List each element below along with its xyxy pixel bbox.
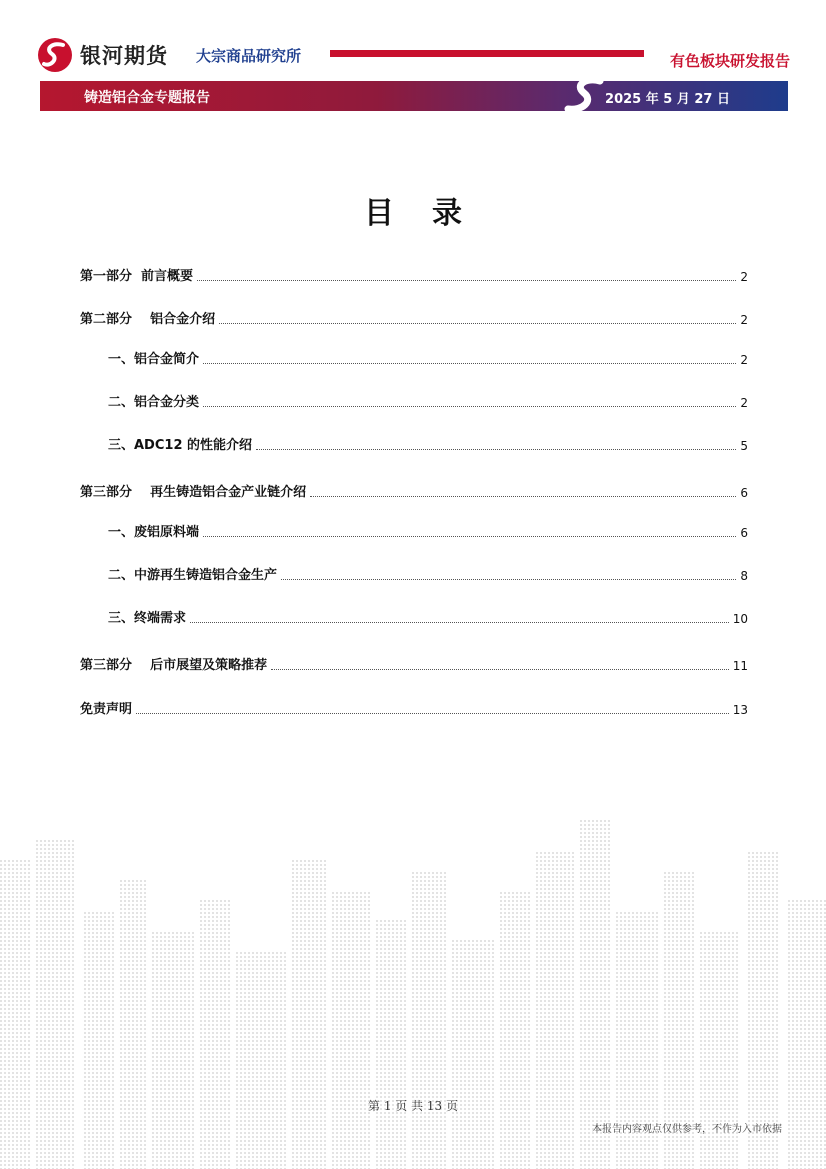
galaxy-logo-icon — [36, 36, 74, 74]
city-skyline-watermark — [0, 820, 826, 1169]
toc-entry-2-2[interactable] — [108, 394, 748, 412]
toc-entry-label: 二、铝合金分类 — [108, 395, 200, 410]
toc-entry-label: 三、ADC12 的性能介绍 — [108, 438, 253, 453]
toc-entry-page: 8 — [740, 569, 748, 583]
toc-entry-page: 2 — [740, 396, 748, 410]
toc-entry-label: 第三部分 再生铸造铝合金产业链介绍 — [80, 485, 307, 500]
toc-entry-page: 13 — [732, 703, 748, 717]
toc-entry-part3[interactable] — [80, 484, 748, 502]
toc-leader-dots — [197, 279, 736, 281]
toc-entry-page: 11 — [732, 659, 748, 673]
toc-leader-dots — [310, 495, 736, 497]
header-divider — [330, 50, 644, 57]
toc-leader-dots — [203, 405, 736, 407]
footer-disclaimer: 本报告内容观点仅供参考，不作为入市依据 — [592, 1124, 782, 1135]
toc-entry-page: 5 — [740, 439, 748, 453]
toc-entry-3-1[interactable] — [108, 524, 748, 542]
toc-entry-label: 第二部分 铝合金介绍 — [80, 312, 216, 327]
toc-entry-3-2[interactable] — [108, 567, 748, 585]
toc-entry-label: 一、废铝原料端 — [108, 525, 200, 540]
page-number: 第 1 页 共 13 页 — [368, 1099, 458, 1113]
toc-entry-part2[interactable] — [80, 311, 748, 329]
toc-leader-dots — [281, 578, 736, 580]
report-date: 2025 年 5 月 27 日 — [605, 92, 730, 107]
toc-entry-label: 二、中游再生铸造铝合金生产 — [108, 568, 278, 583]
toc-entry-label: 一、铝合金简介 — [108, 352, 200, 367]
report-title: 铸造铝合金专题报告 — [84, 90, 210, 106]
toc-entry-label: 三、终端需求 — [108, 611, 187, 626]
toc-leader-dots — [256, 448, 736, 450]
swoosh-icon — [560, 77, 610, 115]
toc-entry-3-3[interactable] — [108, 610, 748, 628]
toc-entry-page: 2 — [740, 313, 748, 327]
toc-entry-page: 10 — [732, 612, 748, 626]
toc-entry-part4[interactable] — [80, 657, 748, 675]
toc-entry-2-1[interactable] — [108, 351, 748, 369]
toc-leader-dots — [203, 362, 736, 364]
toc-entry-disclaimer[interactable] — [80, 701, 748, 719]
report-type: 有色板块研发报告 — [669, 52, 790, 70]
header-banner — [40, 81, 788, 111]
toc-entry-page: 2 — [740, 270, 748, 284]
toc-entry-page: 6 — [740, 526, 748, 540]
toc-leader-dots — [136, 712, 729, 714]
brand-name: 银河期货 — [80, 44, 168, 68]
toc-leader-dots — [219, 322, 736, 324]
toc-entry-page: 2 — [740, 353, 748, 367]
toc-leader-dots — [271, 668, 729, 670]
toc-entry-part1[interactable] — [80, 268, 748, 286]
toc-entry-label: 第一部分 前言概要 — [80, 269, 194, 284]
toc-entry-page: 6 — [740, 486, 748, 500]
toc-entry-2-3[interactable] — [108, 437, 748, 455]
toc-leader-dots — [190, 621, 729, 623]
toc-entry-label: 免责声明 — [80, 702, 133, 717]
toc-heading: 目录 — [364, 196, 500, 231]
institute-name: 大宗商品研究所 — [196, 47, 302, 65]
toc-leader-dots — [203, 535, 736, 537]
toc-entry-label: 第三部分 后市展望及策略推荐 — [80, 658, 268, 673]
